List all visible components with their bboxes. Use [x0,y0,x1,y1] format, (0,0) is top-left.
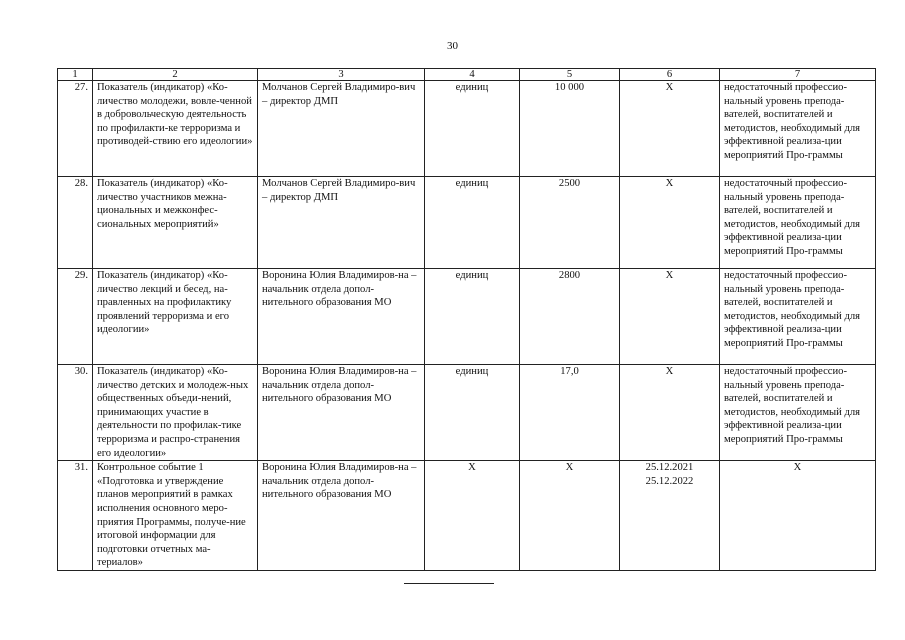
table-row [58,365,876,461]
value-cell: 2800 [520,269,620,365]
indicator-cell: Показатель (индикатор) «Ко-личество молодежи, вовле-ченной в добровольческую деятельность по профилакти-ке терроризма и противодей-ствию его идеологии» [93,81,258,177]
unit-cell: единиц [425,269,520,365]
value-cell: 10 000 [520,81,620,177]
page-number: 30 [447,40,458,52]
unit-cell: единиц [425,365,520,461]
footer-divider [404,583,494,584]
responsible-cell: Воронина Юлия Владимиров-на – начальник отдела допол-нительного образования МО [258,461,425,571]
risk-cell: недостаточный профессио-нальный уровень препода-вателей, воспитателей и методистов, необходимый для эффективной реализа-ции мероприятий Про-граммы [720,269,876,365]
responsible-cell: Молчанов Сергей Владимиро-вич – директор ДМП [258,81,425,177]
column-header: 2 [93,69,258,81]
date-cell: X [620,365,720,461]
unit-cell: единиц [425,81,520,177]
indicator-cell: Показатель (индикатор) «Ко-личество участников межна-циональных и межконфес-сиональных мероприятий» [93,177,258,269]
row-number: 29. [58,269,93,365]
indicator-cell: Показатель (индикатор) «Ко-личество детских и молодеж-ных общественных объеди-нений, принимающих участие в деятельности по профилак-тике терроризма и распро-странения его идеологии» [93,365,258,461]
risk-cell: недостаточный профессио-нальный уровень препода-вателей, воспитателей и методистов, необходимый для эффективной реализа-ции мероприятий Про-граммы [720,177,876,269]
table-row [58,461,876,571]
row-number: 30. [58,365,93,461]
date-cell: X [620,177,720,269]
table-row [58,177,876,269]
table-header-row [58,69,876,81]
plan-table [57,68,876,571]
row-number: 28. [58,177,93,269]
responsible-cell: Молчанов Сергей Владимиро-вич – директор ДМП [258,177,425,269]
column-header: 1 [58,69,93,81]
risk-cell: X [720,461,876,571]
row-number: 27. [58,81,93,177]
date-cell: 25.12.2021 25.12.2022 [620,461,720,571]
responsible-cell: Воронина Юлия Владимиров-на – начальник отдела допол-нительного образования МО [258,365,425,461]
date-cell: X [620,81,720,177]
column-header: 6 [620,69,720,81]
value-cell: 17,0 [520,365,620,461]
value-cell: X [520,461,620,571]
column-header: 3 [258,69,425,81]
column-header: 7 [720,69,876,81]
table-row [58,81,876,177]
value-cell: 2500 [520,177,620,269]
responsible-cell: Воронина Юлия Владимиров-на – начальник отдела допол-нительного образования МО [258,269,425,365]
table-row [58,269,876,365]
risk-cell: недостаточный профессио-нальный уровень препода-вателей, воспитателей и методистов, необходимый для эффективной реализа-ции мероприятий Про-граммы [720,81,876,177]
unit-cell: X [425,461,520,571]
column-header: 5 [520,69,620,81]
row-number: 31. [58,461,93,571]
unit-cell: единиц [425,177,520,269]
indicator-cell: Контрольное событие 1 «Подготовка и утверждение планов мероприятий в рамках исполнения основного меро-приятия Программы, получе-ние итоговой информации для подготовки отчетных ма-териалов» [93,461,258,571]
risk-cell: недостаточный профессио-нальный уровень препода-вателей, воспитателей и методистов, необходимый для эффективной реализа-ции мероприятий Про-граммы [720,365,876,461]
date-cell: X [620,269,720,365]
indicator-cell: Показатель (индикатор) «Ко-личество лекций и бесед, на-правленных на профилактику проявлений терроризма и его идеологии» [93,269,258,365]
column-header: 4 [425,69,520,81]
